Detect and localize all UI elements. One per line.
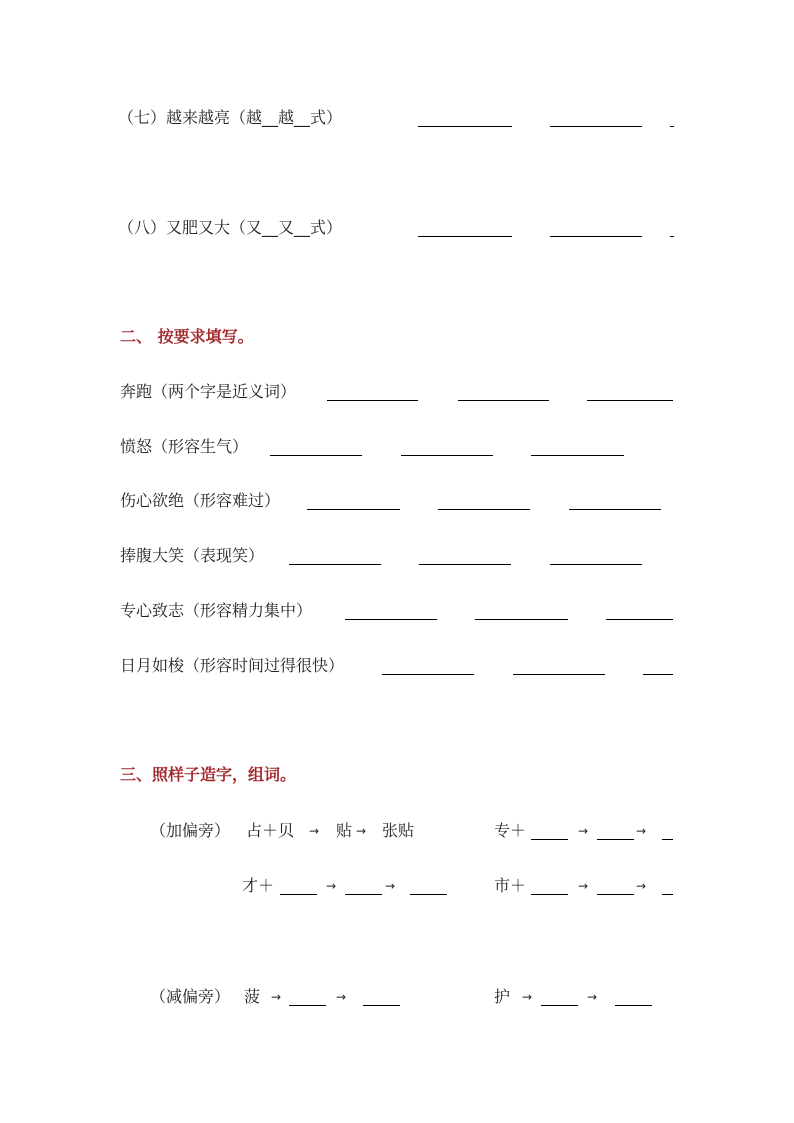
row-zhuanxin-blank-1[interactable]: [345, 619, 437, 620]
bo-char: 菠: [244, 987, 261, 1006]
arrow-icon: →: [636, 879, 647, 893]
row-riyue-blank-3[interactable]: [643, 674, 673, 675]
arrow-icon: →: [326, 879, 337, 893]
question-7-label: （七）越来越亮（越__越__式）: [118, 108, 343, 127]
row-shangxin-blank-2[interactable]: [438, 509, 530, 510]
cai-blank-3[interactable]: [410, 894, 447, 895]
q8-blank-3[interactable]: [670, 236, 674, 237]
cai-blank-2[interactable]: [345, 894, 382, 895]
arrow-icon: →: [385, 879, 396, 893]
row-zhuanxin-blank-2[interactable]: [475, 619, 568, 620]
row-fennu-label: 愤怒（形容生气）: [120, 437, 249, 456]
row-zhuanxin-blank-3[interactable]: [606, 619, 673, 620]
arrow-icon: →: [578, 824, 589, 838]
row-fennu-blank-3[interactable]: [531, 455, 624, 456]
arrow-icon: →: [309, 824, 320, 838]
hu-char: 护: [494, 987, 511, 1006]
q7-blank-1[interactable]: [418, 126, 512, 127]
bo-blank-2[interactable]: [363, 1005, 400, 1006]
row-shangxin-blank-3[interactable]: [569, 509, 661, 510]
hu-blank-1[interactable]: [541, 1005, 578, 1006]
arrow-icon: →: [336, 990, 347, 1004]
arrow-icon: →: [271, 990, 282, 1004]
row-riyue-blank-1[interactable]: [382, 674, 474, 675]
row-zhuanxin-label: 专心致志（形容精力集中）: [120, 601, 313, 620]
example-tie: 贴: [336, 821, 353, 840]
arrow-icon: →: [522, 990, 533, 1004]
add-radical-label: （加偏旁）: [150, 821, 231, 840]
arrow-icon: →: [587, 990, 598, 1004]
q8-blank-2[interactable]: [550, 236, 642, 237]
arrow-icon: →: [636, 824, 647, 838]
row-fennu-blank-1[interactable]: [270, 455, 362, 456]
shi-blank-2[interactable]: [597, 894, 634, 895]
row-shangxin-blank-1[interactable]: [307, 509, 400, 510]
q7-blank-2[interactable]: [550, 126, 642, 127]
row-pengfu-blank-3[interactable]: [550, 564, 642, 565]
row-riyue-label: 日月如梭（形容时间过得很快）: [120, 656, 345, 675]
section-2-title: 二、 按要求填写。: [120, 327, 254, 346]
arrow-icon: →: [578, 879, 589, 893]
row-benpao-blank-2[interactable]: [458, 400, 549, 401]
zhuan-blank-2[interactable]: [597, 839, 634, 840]
cai-plus-label: 才＋: [242, 876, 275, 895]
row-fennu-blank-2[interactable]: [401, 455, 493, 456]
row-benpao-blank-3[interactable]: [587, 400, 673, 401]
zhuan-blank-1[interactable]: [531, 839, 568, 840]
subtract-radical-label: （减偏旁）: [150, 987, 231, 1006]
zhuan-plus-label: 专＋: [494, 821, 527, 840]
q7-blank-3[interactable]: [670, 126, 674, 127]
bo-blank-1[interactable]: [289, 1005, 326, 1006]
zhuan-blank-3[interactable]: [662, 839, 673, 840]
shi-plus-label: 市＋: [494, 876, 527, 895]
shi-blank-3[interactable]: [662, 894, 673, 895]
example-zhan-bei: 占＋贝: [246, 821, 295, 840]
cai-blank-1[interactable]: [280, 894, 317, 895]
row-pengfu-blank-1[interactable]: [289, 564, 381, 565]
row-shangxin-label: 伤心欲绝（形容难过）: [120, 491, 281, 510]
arrow-icon: →: [356, 824, 367, 838]
section-3-title: 三、照样子造字，组词。: [120, 765, 297, 784]
row-pengfu-blank-2[interactable]: [419, 564, 511, 565]
question-8-label: （八）又肥又大（又__又__式）: [118, 218, 343, 237]
row-benpao-blank-1[interactable]: [327, 400, 418, 401]
example-zhangtie: 张贴: [382, 821, 415, 840]
row-pengfu-label: 捧腹大笑（表现笑）: [120, 546, 265, 565]
hu-blank-2[interactable]: [615, 1005, 652, 1006]
row-riyue-blank-2[interactable]: [513, 674, 605, 675]
q8-blank-1[interactable]: [418, 236, 512, 237]
row-benpao-label: 奔跑（两个字是近义词）: [120, 382, 297, 401]
shi-blank-1[interactable]: [531, 894, 568, 895]
